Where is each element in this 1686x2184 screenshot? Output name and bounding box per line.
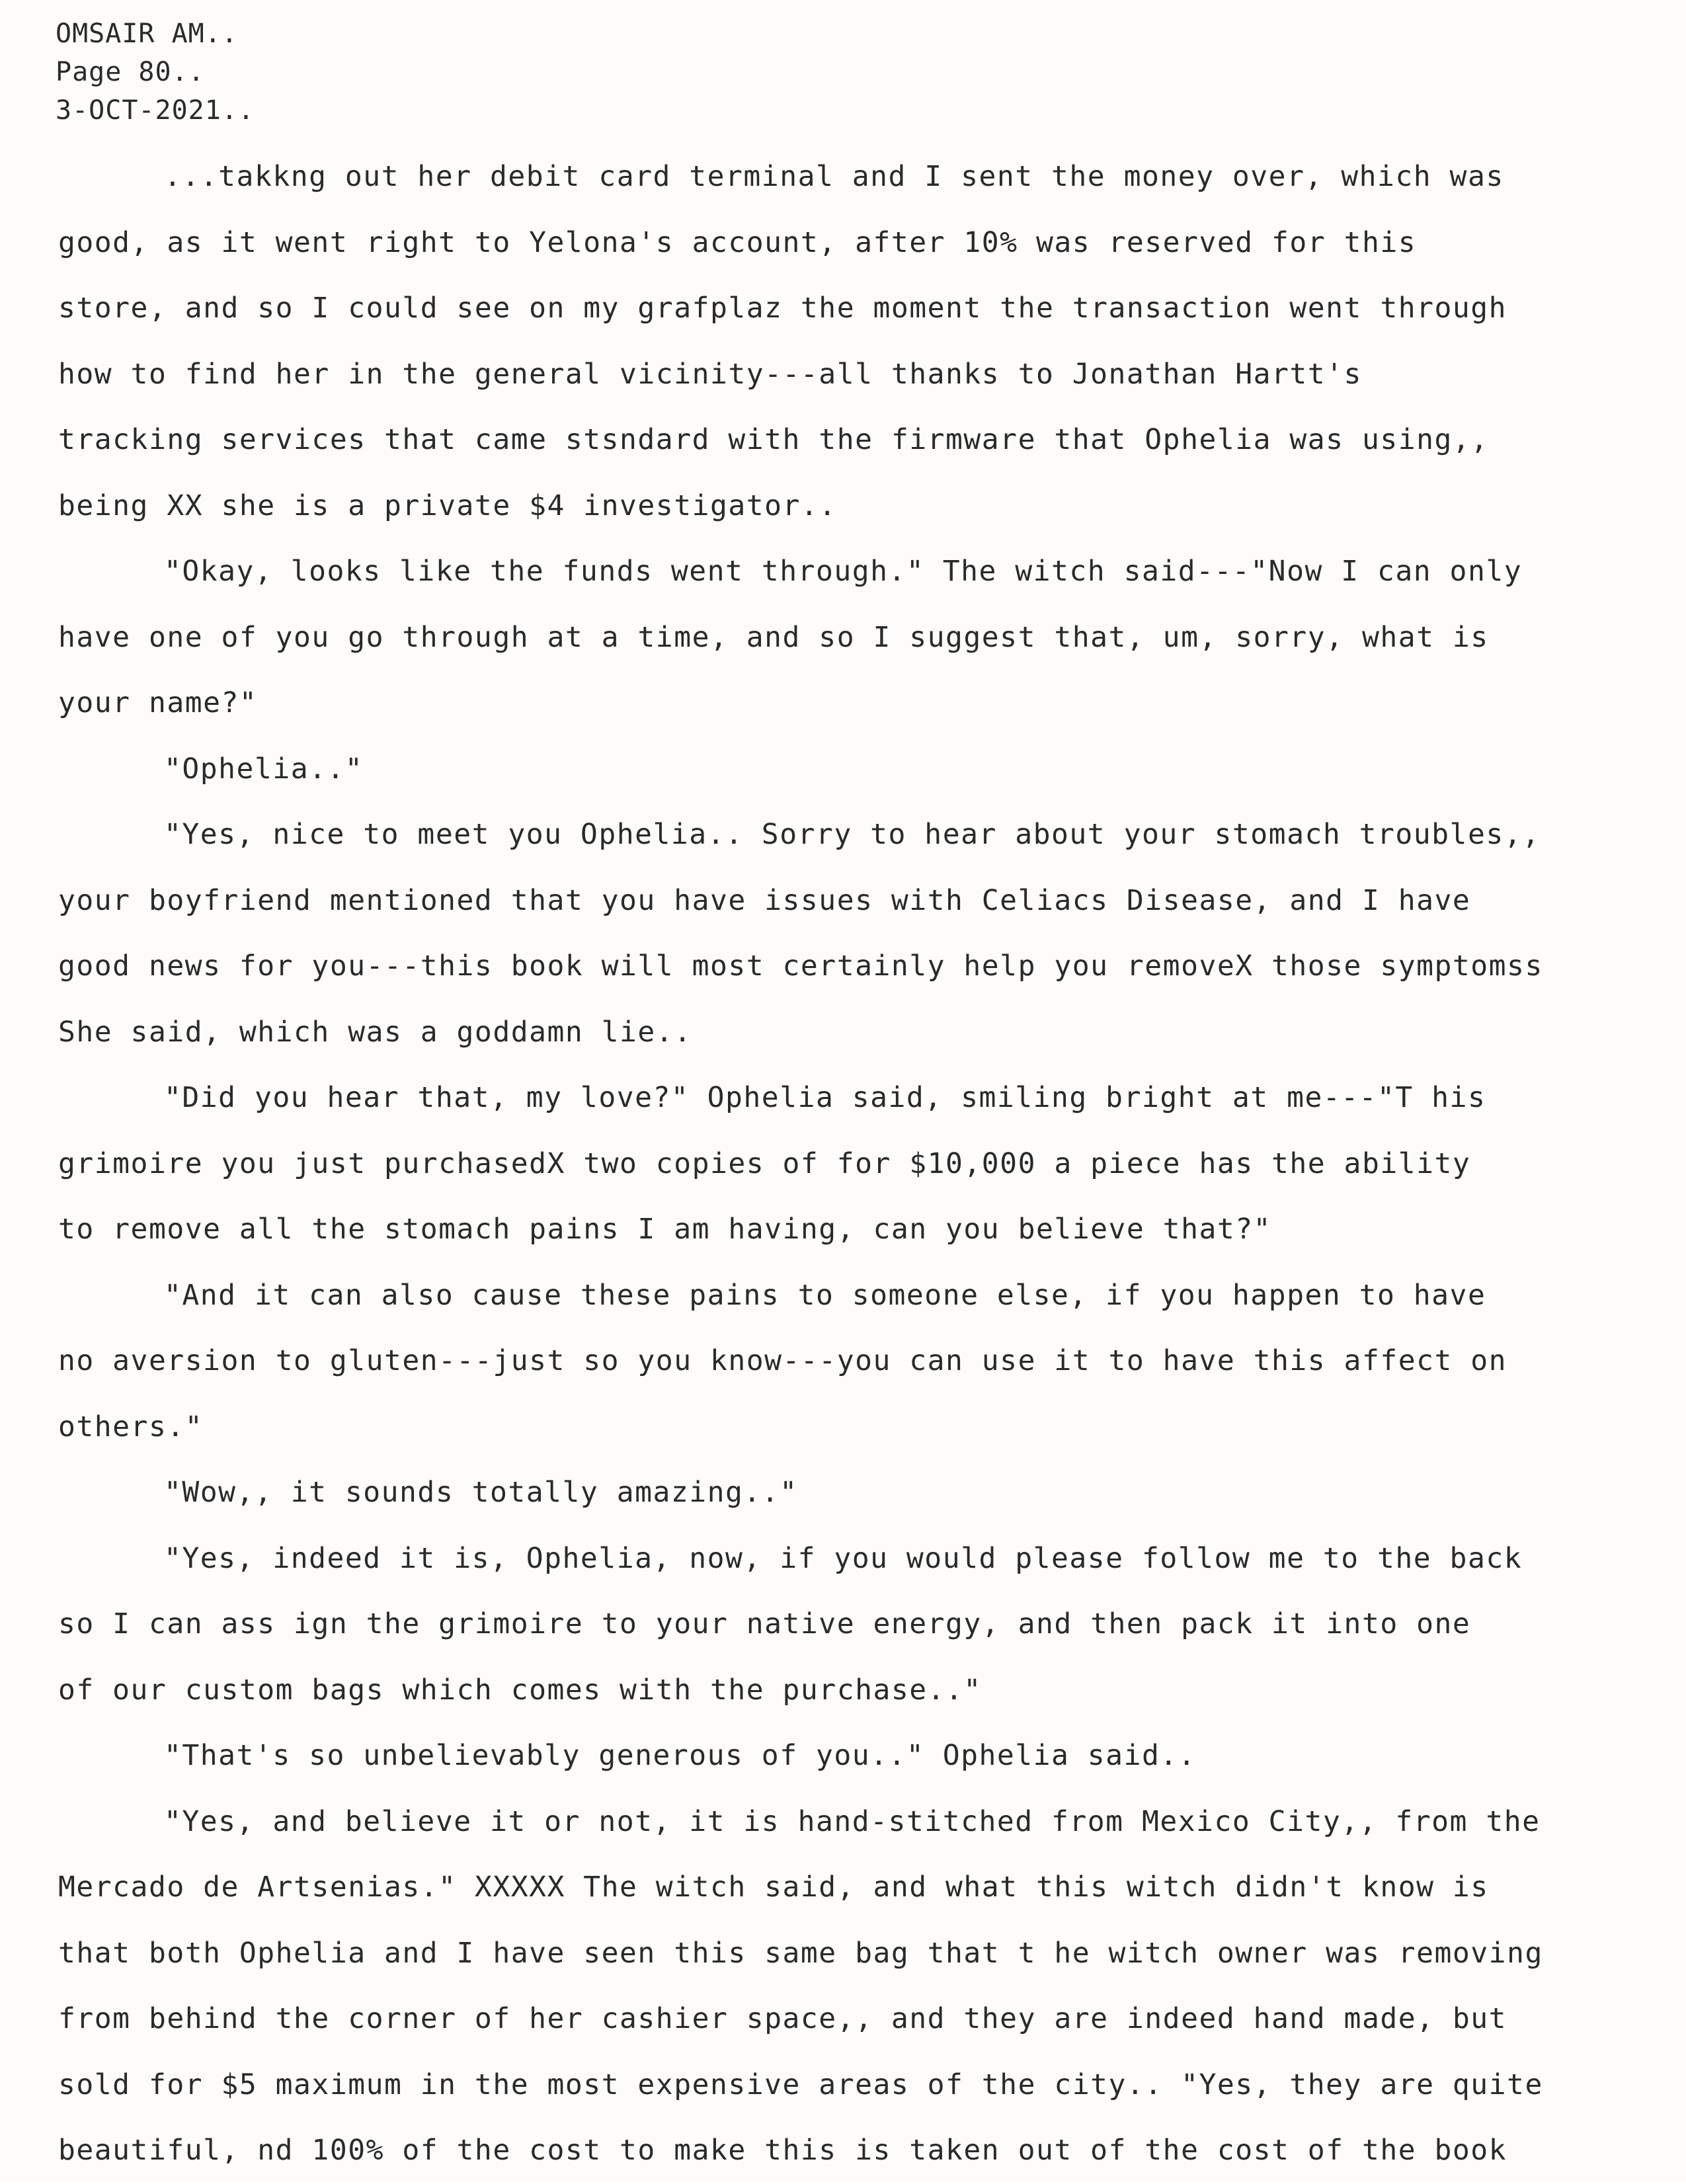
text-line: "And it can also cause these pains to someone else, if you happen to have [164,1278,1486,1312]
text-line: beautiful, nd 100% of the cost to make this is taken out of the cost of the book [58,2134,1507,2167]
page-number: Page 80.. [56,57,205,87]
text-line: sold for $5 maximum in the most expensive areas of the city.. "Yes, they are quite [58,2068,1543,2101]
text-line: have one of you go through at a time, and so I suggest that, um, sorry, what is [58,620,1489,654]
text-line: "Okay, looks like the funds went through." The witch said---"Now I can only [164,555,1523,588]
page-header [56,15,255,130]
text-line: tracking services that came stsndard with the firmware that Ophelia was using,, [58,423,1489,456]
text-line: grimoire you just purchasedX two copies of for $10,000 a piece has the ability [58,1147,1471,1180]
text-line: no aversion to gluten---just so you know---you can use it to have this affect on [58,1344,1507,1377]
text-line: "Wow,, it sounds totally amazing.." [164,1476,798,1509]
text-line: Mercado de Artsenias." XXXXX The witch said, and what this witch didn't know is [58,1871,1489,1904]
text-line: "Yes, indeed it is, Ophelia, now, if you would please follow me to the back [164,1541,1523,1575]
text-line: good, as it went right to Yelona's account, after 10% was reserved for this [58,225,1417,259]
author-line: OMSAIR AM.. [56,19,238,49]
text-line: "Yes, nice to meet you Ophelia.. Sorry to hear about your stomach troubles,, [164,818,1541,851]
text-line: She said, which was a goddamn lie.. [58,1015,692,1049]
text-line: being XX she is a private $4 investigator.. [58,489,837,522]
text-line: "Ophelia.." [164,752,364,786]
text-line: that both Ophelia and I have seen this same bag that t he witch owner was removing [58,1936,1543,1970]
text-line: so I can ass ign the grimoire to your native energy, and then pack it into one [58,1607,1471,1640]
text-line: others." [58,1410,204,1443]
text-line: "Did you hear that, my love?" Ophelia said, smiling bright at me---"T his [164,1081,1486,1114]
text-line: store, and so I could see on my grafplaz the moment the transaction went through [58,292,1507,325]
date-line: 3-OCT-2021.. [56,95,255,126]
text-line: to remove all the stomach pains I am having, can you believe that?" [58,1213,1272,1246]
text-line: from behind the corner of her cashier space,, and they are indeed hand made, but [58,2002,1507,2035]
text-line: your boyfriend mentioned that you have issues with Celiacs Disease, and I have [58,883,1471,917]
text-line: ...takkng out her debit card terminal and I sent the money over, which was [164,160,1504,193]
text-line: "Yes, and believe it or not, it is hand-stitched from Mexico City,, from the [164,1804,1541,1838]
text-line: "That's so unbelievably generous of you.." Ophelia said.. [164,1739,1197,1772]
text-line: of our custom bags which comes with the purchase.." [58,1673,982,1707]
text-line: good news for you---this book will most certainly help you removeX those symptomss [58,950,1543,983]
text-line: how to find her in the general vicinity---all thanks to Jonathan Hartt's [58,357,1362,391]
text-line: your name?" [58,686,258,719]
manuscript-body [58,144,1658,2184]
